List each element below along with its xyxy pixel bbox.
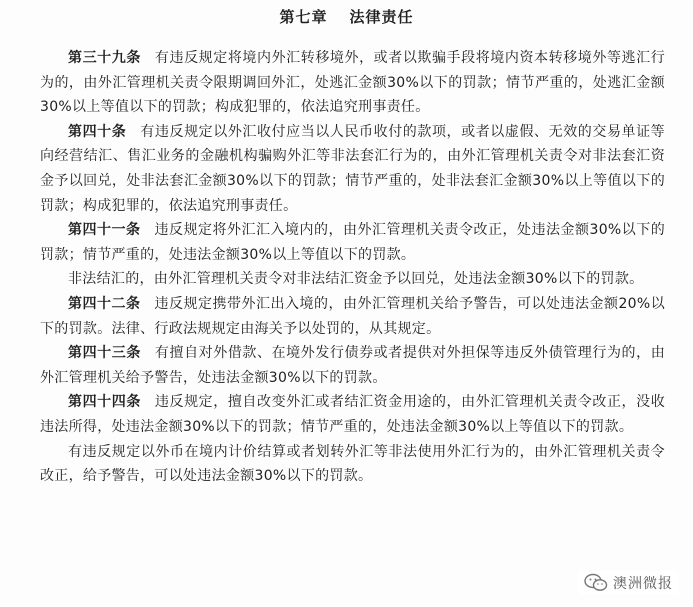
chapter-number: 第七章 bbox=[279, 8, 328, 26]
document-body bbox=[40, 46, 665, 489]
article-text: 有违反规定以外汇收付应当以人民币收付的款项，或者以虚假、无效的交易单证等向经营结汇、售汇业务的金融机构骗购外汇等非法套汇行为的，由外汇管理机关责令对非法套汇资金予以回兑，处非法套汇金额30%以下的罚款；情节严重的，处非法套汇金额30%以上等值以下的罚款；构成犯罪的，依法追究刑事责任。 bbox=[40, 123, 665, 214]
article-text: 违反规定，擅自改变外汇或者结汇资金用途的，由外汇管理机关责令改正，没收违法所得，处违法金额30%以下的罚款；情节严重的，处违法金额30%以上等值以下的罚款。 bbox=[40, 394, 666, 435]
article-40 bbox=[40, 120, 665, 218]
article-number: 第四十四条 bbox=[68, 394, 141, 411]
article-43 bbox=[40, 341, 665, 390]
article-number: 第四十条 bbox=[68, 123, 127, 140]
chapter-name: 法律责任 bbox=[349, 8, 414, 26]
article-number: 第四十三条 bbox=[68, 345, 141, 362]
watermark-label: 澳洲微报 bbox=[613, 576, 673, 592]
article-text: 有擅自对外借款、在境外发行债券或者提供对外担保等违反外债管理行为的，由外汇管理机关给予警告，处违法金额30%以下的罚款。 bbox=[40, 345, 666, 386]
article-41-clause-2 bbox=[40, 267, 665, 292]
chapter-title bbox=[0, 6, 693, 28]
watermark bbox=[578, 571, 679, 595]
article-number: 第四十二条 bbox=[68, 295, 141, 312]
article-44-clause-2 bbox=[40, 440, 665, 489]
article-39 bbox=[40, 46, 665, 120]
article-text: 违反规定将外汇汇入境内的，由外汇管理机关责令改正，处违法金额30%以下的罚款；情节严重的，处违法金额30%以上等值以下的罚款。 bbox=[40, 222, 665, 263]
article-42 bbox=[40, 292, 665, 341]
article-text: 有违反规定以外币在境内计价结算或者划转外汇等非法使用外汇行为的，由外汇管理机关责令改正，给予警告，可以处违法金额30%以下的罚款。 bbox=[40, 443, 665, 485]
article-text: 违反规定携带外汇出入境的，由外汇管理机关给予警告，可以处违法金额20%以下的罚款。法律、行政法规规定由海关予以处罚的，从其规定。 bbox=[40, 295, 665, 337]
article-44 bbox=[40, 390, 665, 439]
article-number: 第三十九条 bbox=[68, 50, 141, 66]
article-text: 非法结汇的，由外汇管理机关责令对非法结汇资金予以回兑，处违法金额30%以下的罚款。 bbox=[68, 271, 644, 288]
article-number: 第四十一条 bbox=[68, 222, 141, 239]
wechat-icon bbox=[584, 573, 608, 593]
article-41 bbox=[40, 218, 665, 267]
article-text: 有违反规定将境内外汇转移境外，或者以欺骗手段将境内资本转移境外等逃汇行为的，由外汇管理机关责令限期调回外汇，处逃汇金额30%以下的罚款；情节严重的，处逃汇金额30%以上等值以下的罚款；构成犯罪的，依法追究刑事责任。 bbox=[40, 50, 666, 116]
